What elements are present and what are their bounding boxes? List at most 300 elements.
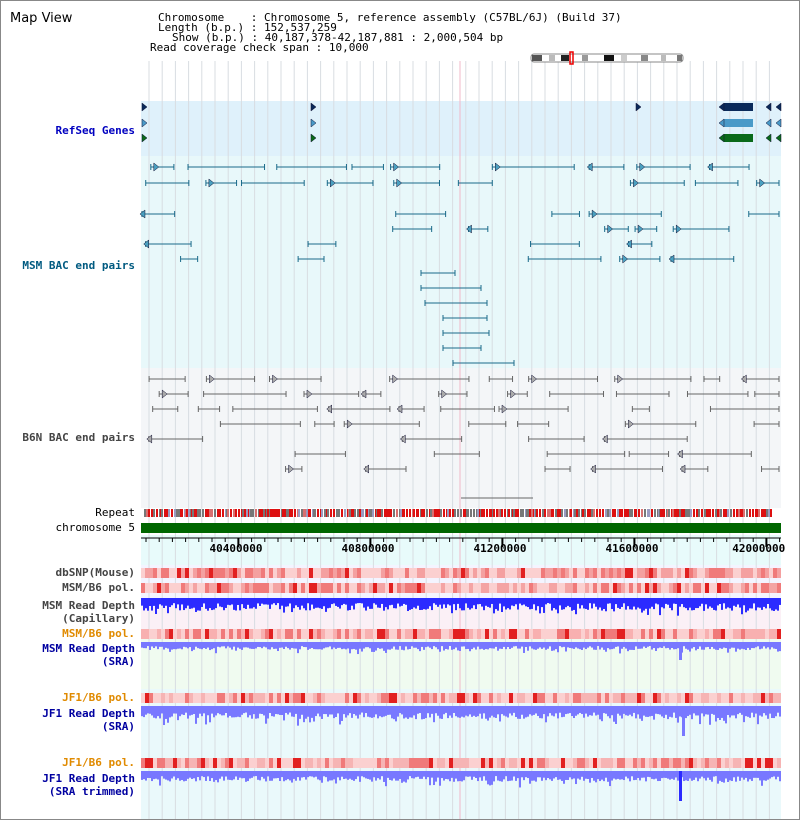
- heat-cell: [457, 629, 461, 639]
- depth-bar: [429, 706, 431, 717]
- depth-bar: [713, 598, 715, 610]
- depth-bar: [215, 642, 217, 653]
- depth-bar: [563, 706, 565, 717]
- depth-bar: [255, 642, 257, 648]
- depth-bar: [385, 642, 387, 653]
- depth-bar: [749, 598, 751, 608]
- depth-bar: [455, 706, 457, 716]
- depth-bar: [247, 706, 249, 717]
- heat-cell: [237, 629, 241, 639]
- heat-cell: [329, 568, 333, 578]
- depth-bar: [339, 706, 341, 724]
- heat-cell: [441, 758, 445, 768]
- depth-bar: [589, 598, 591, 603]
- heat-cell: [205, 693, 209, 703]
- repeat-block: [508, 509, 510, 517]
- heat-cell: [481, 693, 485, 703]
- depth-bar: [761, 598, 763, 610]
- heat-cell: [697, 629, 701, 639]
- heat-cell: [769, 629, 773, 639]
- heat-cell: [713, 583, 717, 593]
- heat-cell: [561, 693, 565, 703]
- depth-bar: [563, 642, 565, 647]
- depth-bar: [157, 598, 159, 609]
- depth-bar: [661, 771, 663, 778]
- repeat-block: [674, 509, 676, 517]
- depth-bar: [383, 771, 385, 782]
- depth-bar: [509, 642, 511, 649]
- depth-bar: [157, 706, 159, 716]
- depth-bar: [305, 598, 307, 610]
- depth-bar: [207, 771, 209, 776]
- repeat-block: [701, 509, 703, 517]
- repeat-block: [609, 509, 611, 517]
- depth-bar: [429, 642, 431, 648]
- depth-bar: [207, 706, 209, 715]
- repeat-block: [584, 509, 586, 517]
- depth-bar: [195, 598, 197, 612]
- depth-bar: [763, 706, 765, 713]
- depth-bar: [343, 771, 345, 779]
- heat-cell: [393, 629, 397, 639]
- heat-cell: [577, 568, 581, 578]
- heat-cell: [305, 568, 309, 578]
- depth-bar: [183, 706, 185, 715]
- heat-cell: [537, 583, 541, 593]
- heat-cell: [717, 629, 721, 639]
- depth-bar: [707, 598, 709, 609]
- repeat-block: [304, 509, 306, 517]
- label-msm-b6-pol-2: [11, 627, 135, 640]
- depth-bar: [727, 598, 729, 607]
- heat-cell: [685, 758, 689, 768]
- heat-cell: [405, 568, 409, 578]
- depth-bar: [675, 598, 677, 604]
- depth-bar: [587, 598, 589, 610]
- depth-bar: [725, 771, 727, 779]
- depth-bar: [255, 706, 257, 719]
- depth-bar: [549, 598, 551, 604]
- repeat-block: [309, 509, 311, 517]
- depth-bar: [673, 706, 675, 713]
- depth-bar: [621, 771, 623, 779]
- heat-cell: [593, 568, 597, 578]
- depth-bar: [165, 771, 167, 780]
- depth-bar: [533, 598, 535, 604]
- heat-cell: [365, 758, 369, 768]
- depth-bar: [289, 706, 291, 713]
- heat-cell: [557, 568, 561, 578]
- heat-cell: [773, 693, 777, 703]
- heat-cell: [581, 758, 585, 768]
- depth-bar: [401, 771, 403, 783]
- depth-bar: [395, 642, 397, 650]
- depth-bar: [537, 706, 539, 716]
- depth-bar: [413, 706, 415, 715]
- depth-bar: [533, 642, 535, 649]
- depth-bar: [217, 706, 219, 713]
- depth-bar: [147, 598, 149, 611]
- depth-bar: [307, 642, 309, 650]
- depth-bar: [183, 771, 185, 781]
- depth-bar: [145, 642, 147, 648]
- depth-bar: [395, 598, 397, 608]
- repeat-block: [768, 509, 770, 517]
- depth-bar: [323, 642, 325, 648]
- heat-cell: [509, 758, 513, 768]
- depth-bar: [387, 642, 389, 649]
- heat-cell: [361, 758, 365, 768]
- repeat-block: [344, 509, 346, 517]
- repeat-block: [276, 509, 278, 517]
- depth-bar: [733, 771, 735, 777]
- depth-bar: [731, 598, 733, 611]
- depth-spike: [682, 706, 685, 736]
- depth-bar: [225, 598, 227, 608]
- depth-bar: [207, 642, 209, 648]
- heat-cell: [641, 693, 645, 703]
- depth-bar: [439, 598, 441, 605]
- depth-bar: [177, 642, 179, 649]
- depth-bar: [571, 642, 573, 648]
- depth-bar: [565, 598, 567, 607]
- depth-bar: [475, 706, 477, 717]
- repeat-block: [369, 509, 371, 517]
- depth-bar: [275, 706, 277, 714]
- depth-bar: [489, 771, 491, 785]
- depth-bar: [351, 642, 353, 649]
- depth-bar: [263, 706, 265, 715]
- label-jf1-read-depth-trim-2: (SRA trimmed): [48, 785, 135, 798]
- repeat-block: [549, 509, 551, 517]
- heat-cell: [325, 583, 329, 593]
- heat-cell: [517, 583, 521, 593]
- depth-bar: [447, 598, 449, 604]
- heat-cell: [485, 568, 489, 578]
- depth-bar: [411, 642, 413, 646]
- heat-cell: [505, 693, 509, 703]
- heat-cell: [577, 693, 581, 703]
- repeat-block: [396, 509, 398, 517]
- heat-cell: [169, 629, 173, 639]
- repeat-block: [752, 509, 754, 517]
- heat-cell: [381, 758, 385, 768]
- depth-bar: [467, 771, 469, 777]
- depth-bar: [563, 598, 565, 609]
- depth-bar: [435, 706, 437, 713]
- depth-bar: [687, 706, 689, 716]
- depth-bar: [375, 771, 377, 781]
- heat-cell: [173, 629, 177, 639]
- heat-cell: [565, 758, 569, 768]
- heat-cell: [533, 629, 537, 639]
- depth-bar: [607, 771, 609, 782]
- info-length: Length (b.p.) : 152,537,259: [158, 21, 337, 34]
- depth-bar: [555, 642, 557, 649]
- depth-bar: [473, 642, 475, 648]
- repeat-block: [570, 509, 572, 517]
- repeat-block: [526, 509, 528, 517]
- label-msm-read-depth-cap-1: MSM Read Depth: [42, 599, 135, 612]
- depth-bar: [155, 706, 157, 718]
- depth-bar: [505, 642, 507, 649]
- heat-cell: [649, 583, 653, 593]
- depth-bar: [665, 706, 667, 715]
- heat-cell: [653, 568, 657, 578]
- heat-cell: [261, 758, 265, 768]
- depth-bar: [637, 771, 639, 778]
- heat-cell: [369, 758, 373, 768]
- depth-bar: [707, 771, 709, 778]
- heat-cell: [313, 583, 317, 593]
- heat-cell: [457, 583, 461, 593]
- depth-bar: [275, 771, 277, 778]
- depth-bar: [483, 642, 485, 650]
- repeat-block: [473, 509, 475, 517]
- depth-bar: [595, 706, 597, 715]
- heat-cell: [245, 568, 249, 578]
- depth-bar: [471, 598, 473, 608]
- heat-cell: [417, 629, 421, 639]
- heat-cell: [297, 758, 301, 768]
- heat-cell: [725, 758, 729, 768]
- depth-bar: [659, 642, 661, 648]
- depth-bar: [497, 771, 499, 781]
- heat-cell: [345, 693, 349, 703]
- heat-cell: [277, 583, 281, 593]
- heat-cell: [253, 693, 257, 703]
- depth-bar: [729, 598, 731, 608]
- heat-cell: [765, 568, 769, 578]
- heat-cell: [417, 583, 421, 593]
- depth-bar: [515, 706, 517, 717]
- depth-bar: [699, 642, 701, 646]
- depth-bar: [399, 706, 401, 713]
- depth-bar: [507, 598, 509, 608]
- heat-cell: [369, 583, 373, 593]
- heat-cell: [229, 693, 233, 703]
- heat-cell: [669, 629, 673, 639]
- heat-cell: [293, 758, 297, 768]
- depth-bar: [317, 771, 319, 779]
- depth-bar: [507, 706, 509, 717]
- label-jf1-b6-pol-1-text: JF1/B6 pol.: [62, 691, 135, 704]
- depth-bar: [587, 706, 589, 717]
- depth-bar: [267, 642, 269, 649]
- heat-cell: [145, 583, 149, 593]
- heat-cell: [513, 629, 517, 639]
- depth-bar: [167, 598, 169, 613]
- depth-bar: [303, 706, 305, 722]
- depth-bar: [373, 642, 375, 652]
- heat-cell: [361, 693, 365, 703]
- depth-bar: [293, 706, 295, 717]
- heat-cell: [409, 568, 413, 578]
- repeat-block: [531, 509, 533, 517]
- depth-bar: [163, 771, 165, 779]
- depth-bar: [431, 771, 433, 778]
- heat-cell: [157, 758, 161, 768]
- heat-cell: [473, 568, 477, 578]
- depth-bar: [381, 642, 383, 648]
- heat-cell: [141, 629, 145, 639]
- depth-bar: [671, 706, 673, 717]
- depth-bar: [417, 706, 419, 714]
- depth-bar: [581, 771, 583, 777]
- depth-bar: [747, 598, 749, 611]
- heat-cell: [497, 568, 501, 578]
- heat-cell: [297, 629, 301, 639]
- depth-bar: [583, 642, 585, 648]
- heat-cell: [185, 629, 189, 639]
- depth-bar: [253, 771, 255, 776]
- repeat-block: [349, 509, 351, 517]
- depth-bar: [483, 706, 485, 713]
- depth-bar: [429, 771, 431, 785]
- depth-bar: [431, 598, 433, 610]
- depth-bar: [209, 598, 211, 608]
- depth-bar: [251, 771, 253, 778]
- heat-cell: [497, 693, 501, 703]
- axis-tick-label: 40400000: [209, 542, 263, 555]
- depth-bar: [501, 706, 503, 714]
- heat-cell: [233, 568, 237, 578]
- depth-bar: [279, 706, 281, 715]
- depth-bar: [339, 598, 341, 609]
- depth-bar: [661, 598, 663, 607]
- depth-bar: [627, 642, 629, 651]
- depth-bar: [635, 771, 637, 780]
- depth-bar: [307, 598, 309, 603]
- repeat-block: [704, 509, 706, 517]
- depth-bar: [337, 642, 339, 648]
- depth-bar: [213, 706, 215, 717]
- heat-cell: [761, 583, 765, 593]
- heat-cell: [585, 583, 589, 593]
- depth-bar: [665, 771, 667, 778]
- depth-bar: [573, 771, 575, 778]
- depth-bar: [409, 706, 411, 717]
- repeat-block: [438, 509, 440, 517]
- depth-bar: [195, 642, 197, 647]
- heat-cell: [197, 629, 201, 639]
- depth-bar: [495, 642, 497, 647]
- depth-bar: [193, 642, 195, 650]
- heat-cell: [509, 693, 513, 703]
- depth-bar: [371, 642, 373, 652]
- heat-cell: [345, 629, 349, 639]
- depth-bar: [205, 598, 207, 609]
- heat-cell: [349, 758, 353, 768]
- heat-cell: [377, 568, 381, 578]
- heat-cell: [225, 568, 229, 578]
- heat-cell: [385, 583, 389, 593]
- depth-bar: [649, 598, 651, 609]
- heat-cell: [661, 629, 665, 639]
- depth-bar: [289, 642, 291, 650]
- depth-bar: [271, 642, 273, 647]
- repeat-block: [161, 509, 163, 517]
- heat-cell: [545, 583, 549, 593]
- depth-bar: [597, 771, 599, 779]
- depth-bar: [749, 771, 751, 779]
- heat-cell: [597, 568, 601, 578]
- depth-bar: [293, 642, 295, 648]
- depth-bar: [449, 771, 451, 781]
- heat-cell: [177, 693, 181, 703]
- depth-bar: [675, 642, 677, 649]
- heat-cell: [633, 693, 637, 703]
- repeat-block: [593, 509, 595, 517]
- depth-bar: [531, 771, 533, 781]
- heat-cell: [521, 758, 525, 768]
- depth-bar: [463, 706, 465, 717]
- repeat-block: [235, 509, 237, 517]
- depth-bar: [585, 598, 587, 609]
- depth-bar: [593, 642, 595, 650]
- heat-cell: [637, 693, 641, 703]
- heat-cell: [669, 758, 673, 768]
- depth-bar: [571, 771, 573, 779]
- depth-bar: [645, 771, 647, 781]
- depth-bar: [375, 598, 377, 605]
- depth-bar: [145, 771, 147, 781]
- repeat-block: [286, 509, 288, 517]
- depth-bar: [561, 706, 563, 717]
- heat-cell: [761, 568, 765, 578]
- depth-bar: [303, 598, 305, 608]
- heat-cell: [513, 693, 517, 703]
- repeat-block: [693, 509, 695, 517]
- heat-cell: [441, 568, 445, 578]
- depth-bar: [279, 771, 281, 781]
- depth-bar: [305, 706, 307, 719]
- depth-bar: [309, 706, 311, 722]
- heat-cell: [417, 693, 421, 703]
- depth-bar: [595, 642, 597, 650]
- depth-bar: [291, 771, 293, 783]
- repeat-block: [430, 509, 432, 517]
- depth-bar: [173, 771, 175, 777]
- depth-bar: [735, 642, 737, 652]
- chromosome-ideogram[interactable]: [531, 52, 683, 64]
- depth-bar: [529, 706, 531, 714]
- depth-bar: [199, 598, 201, 611]
- heat-cell: [297, 583, 301, 593]
- heat-cell: [665, 693, 669, 703]
- heat-cell: [765, 693, 769, 703]
- depth-bar: [257, 771, 259, 780]
- depth-bar: [263, 771, 265, 779]
- depth-bar: [311, 706, 313, 718]
- depth-bar: [613, 598, 615, 611]
- depth-bar: [659, 771, 661, 781]
- depth-bar: [553, 771, 555, 778]
- heat-cell: [485, 629, 489, 639]
- depth-bar: [499, 642, 501, 649]
- heat-cell: [753, 629, 757, 639]
- heat-cell: [445, 583, 449, 593]
- heat-cell: [425, 568, 429, 578]
- depth-bar: [251, 598, 253, 608]
- repeat-block: [219, 509, 221, 517]
- depth-bar: [387, 771, 389, 778]
- depth-bar: [197, 706, 199, 718]
- depth-bar: [689, 706, 691, 715]
- depth-bar: [519, 642, 521, 649]
- heat-cell: [177, 568, 181, 578]
- depth-bar: [593, 771, 595, 781]
